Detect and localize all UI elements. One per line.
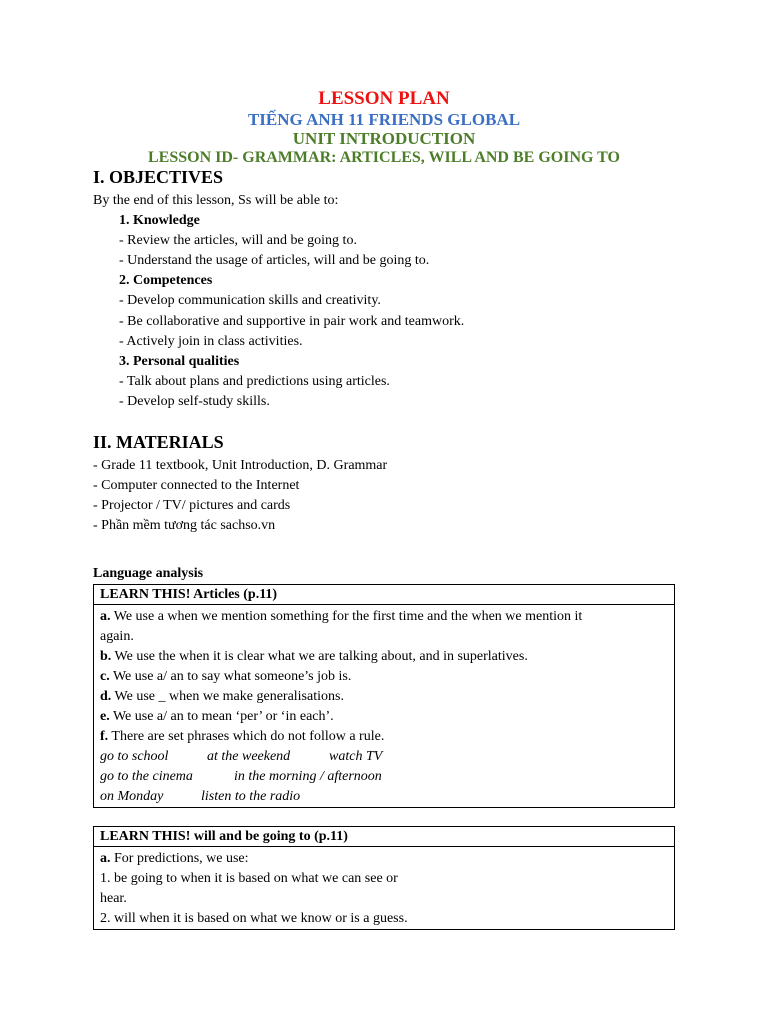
set-phrase: listen to the radio [201, 789, 301, 804]
set-phrases-row [100, 767, 668, 787]
rule-a-cont: again. [100, 629, 134, 644]
set-phrases-row [100, 747, 668, 767]
set-phrase: go to school [100, 749, 169, 764]
materials-item: - Phần mềm tương tác sachso.vn [93, 518, 276, 533]
objectives-heading: I. OBJECTIVES [93, 167, 224, 187]
set-phrase: watch TV [329, 749, 383, 764]
materials-heading: II. MATERIALS [93, 432, 224, 452]
set-phrase: go to the cinema [100, 769, 193, 784]
competences-item: - Be collaborative and supportive in pair work and teamwork. [119, 314, 465, 329]
set-phrase: at the weekend [207, 749, 291, 764]
document-title: LESSON PLAN [318, 88, 450, 109]
rule-c: c. We use a/ an to say what someone’s job is. [100, 669, 352, 684]
knowledge-item: - Understand the usage of articles, will and be going to. [119, 253, 430, 268]
articles-box [93, 584, 675, 808]
rule-e: e. We use a/ an to mean ‘per’ or ‘in each’. [100, 709, 334, 724]
competences-label: 2. Competences [119, 273, 213, 288]
set-phrase: in the morning / afternoon [234, 769, 382, 784]
unit-title: UNIT INTRODUCTION [292, 129, 476, 148]
prediction-rule-a: a. For predictions, we use: [100, 851, 249, 866]
objectives-intro: By the end of this lesson, Ss will be able to: [93, 193, 339, 208]
set-phrases-row [100, 787, 668, 807]
articles-box-title: LEARN THIS! Articles (p.11) [94, 585, 674, 605]
knowledge-item: - Review the articles, will and be going to. [119, 233, 357, 248]
qualities-item: - Talk about plans and predictions using articles. [119, 374, 390, 389]
language-analysis-label: Language analysis [93, 566, 204, 581]
prediction-line: 1. be going to when it is based on what we can see or [100, 871, 398, 886]
materials-item: - Grade 11 textbook, Unit Introduction, D. Grammar [93, 458, 388, 473]
lesson-title: LESSON ID- GRAMMAR: ARTICLES, WILL AND BE GOING TO [148, 149, 620, 166]
rule-f: f. There are set phrases which do not follow a rule. [100, 729, 385, 744]
prediction-line: 2. will when it is based on what we know or is a guess. [100, 911, 408, 926]
set-phrase: on Monday [100, 789, 164, 804]
will-going-to-box-title: LEARN THIS! will and be going to (p.11) [94, 827, 674, 847]
competences-item: - Develop communication skills and creativity. [119, 293, 381, 308]
rule-d: d. We use _ when we make generalisations. [100, 689, 344, 704]
prediction-line: hear. [100, 891, 127, 906]
qualities-item: - Develop self-study skills. [119, 394, 270, 409]
materials-item: - Projector / TV/ pictures and cards [93, 498, 291, 513]
knowledge-label: 1. Knowledge [119, 213, 200, 228]
course-subtitle: TIẾNG ANH 11 FRIENDS GLOBAL [247, 110, 521, 129]
will-going-to-box [93, 826, 675, 930]
rule-b: b. We use the when it is clear what we are talking about, and in superlatives. [100, 649, 528, 664]
competences-item: - Actively join in class activities. [119, 334, 303, 349]
qualities-label: 3. Personal qualities [119, 354, 240, 369]
materials-item: - Computer connected to the Internet [93, 478, 300, 493]
rule-a: a. We use a when we mention something for the first time and the when we mention it [100, 609, 583, 624]
